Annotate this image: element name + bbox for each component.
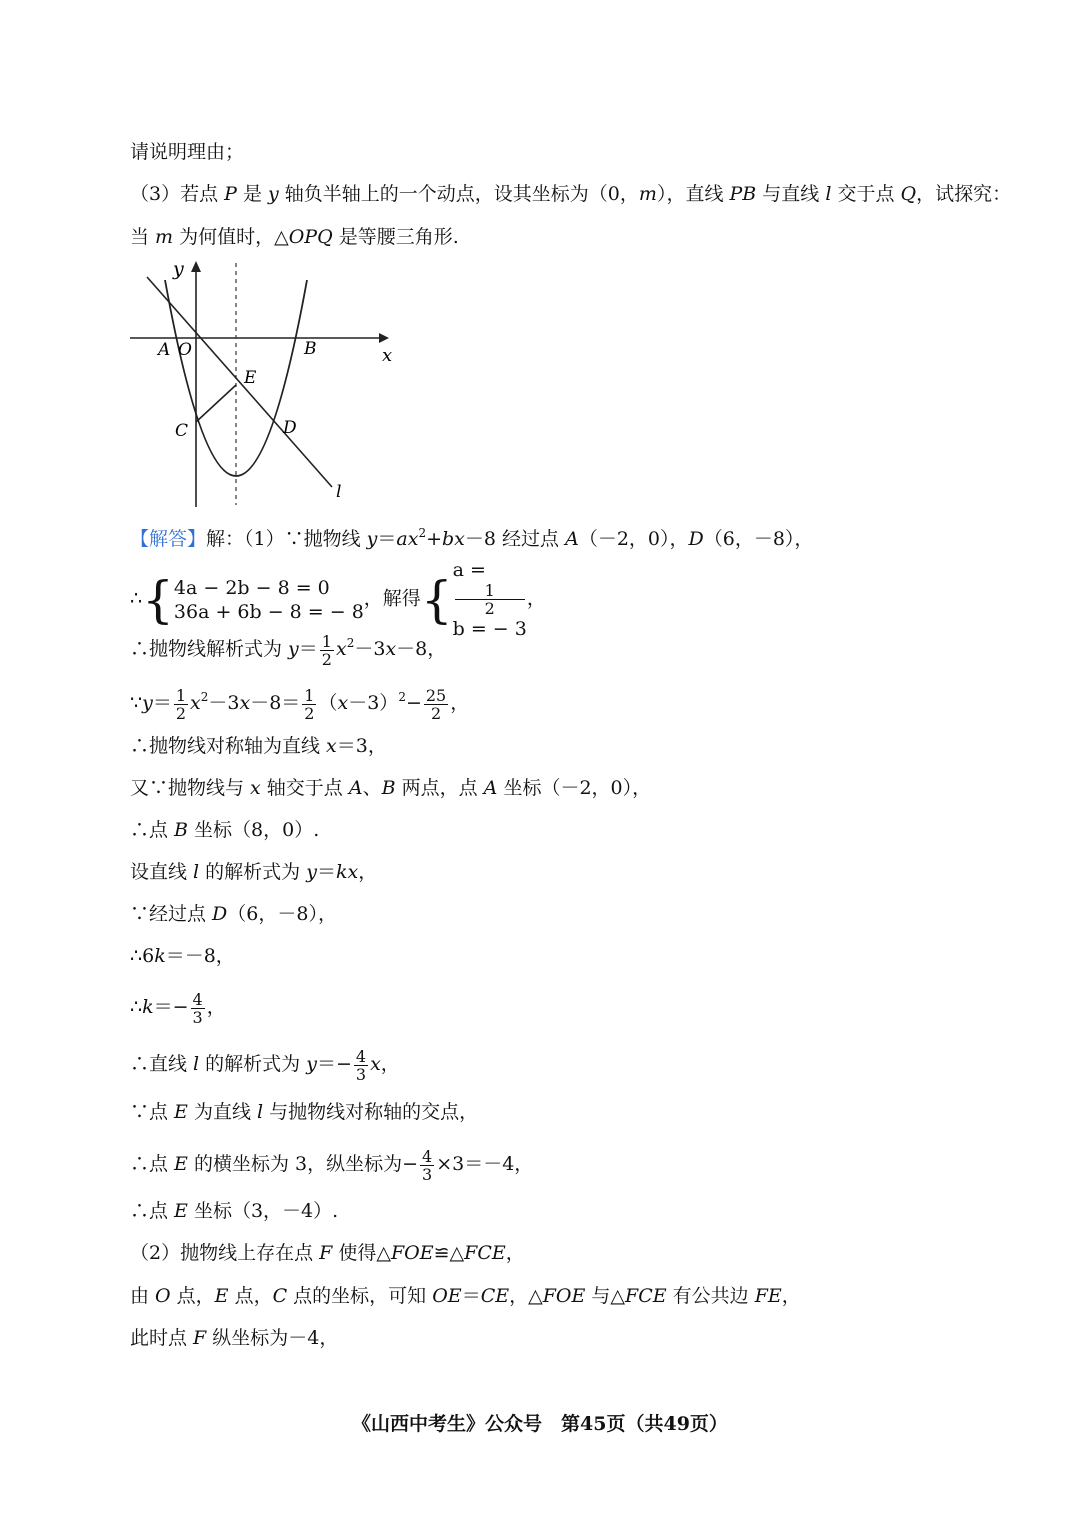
text-line: 当 m 为何值时，△OPQ 是等腰三角形.	[130, 226, 459, 248]
solution-line: ∴抛物线对称轴为直线 x＝3，	[130, 735, 387, 757]
solution-line: ∵经过点 D（6，－8），	[130, 903, 337, 925]
solution-line: ∵点 E 为直线 l 与抛物线对称轴的交点，	[130, 1101, 479, 1123]
segment-ce	[196, 385, 236, 422]
solution-line: ∴直线 l 的解析式为 y＝− $\frac{4}{3}$ x，	[130, 1046, 400, 1084]
line-l	[147, 277, 332, 487]
solution-line: ∵y＝ $\frac{1}{2}$ $x^2-3x-8=$ $\frac{1}{2}$ $(x-3)^2-$ $\frac{25}{2}$ ，	[130, 685, 470, 723]
label-b: B	[304, 339, 317, 359]
solution-line: ∴点 B 坐标（8，0）.	[130, 819, 320, 841]
page-footer: 《山西中考生》公众号 第45页（共49页）	[352, 1413, 728, 1435]
label-e: E	[244, 368, 257, 388]
equation-system: 4a − 2b − 8 = 0 36a + 6b − 8 = − 8	[173, 576, 364, 623]
label-a: A	[158, 340, 171, 360]
solution-tag: 【解答】	[130, 528, 207, 550]
text-line: 请说明理由；	[130, 141, 245, 163]
solution-line: 【解答】解：（1）∵抛物线 $y=ax^2+bx-8$ 经过点 A（－2，0），D（6，－8），	[130, 526, 814, 550]
label-l: l	[336, 482, 342, 502]
solution-line: 此时点 F 纵坐标为－4，	[130, 1327, 339, 1349]
solution-line: ∴抛物线解析式为 y＝ $\frac{1}{2}$ $x^2-3x-8$，	[130, 631, 447, 669]
equation-system-line: ∴{ 4a − 2b − 8 = 0 36a + 6b − 8 = − 8 ，解得{ a = 1 2 b = − 3 ，	[130, 559, 546, 640]
solution-line: ∴k＝− $\frac{4}{3}$ ，	[130, 989, 226, 1027]
label-x: x	[382, 345, 393, 366]
solution-line: 又∵抛物线与 x 轴交于点 A、B 两点，点 A 坐标（－2，0），	[130, 777, 652, 799]
label-c: C	[175, 421, 189, 441]
parabola-figure	[125, 255, 395, 510]
y-axis-arrow	[191, 261, 201, 272]
x-axis-arrow	[379, 333, 389, 343]
solution-line: （2）抛物线上存在点 F 使得△FOE≌△FCE，	[130, 1242, 525, 1264]
text-line: （3）若点 P 是 y 轴负半轴上的一个动点，设其坐标为（0，m），直线 PB 与直线 l 交于点 Q，试探究：	[130, 183, 1012, 205]
solution-line: ∴6k＝－8，	[130, 945, 235, 967]
solution-line: ∴点 E 的横坐标为 3，纵坐标为− $\frac{4}{3}$ ×3＝－4，	[130, 1146, 534, 1184]
label-o: O	[178, 340, 192, 360]
label-d: D	[283, 418, 297, 438]
label-y: y	[173, 258, 184, 280]
solution-line: 由 O 点，E 点，C 点的坐标，可知 OE＝CE，△FOE 与△FCE 有公共边 FE，	[130, 1285, 801, 1307]
solution-line: ∴点 E 坐标（3，－4）.	[130, 1200, 339, 1222]
solution-line: 设直线 l 的解析式为 y＝kx，	[130, 861, 378, 883]
solution-system: a = 1 2 b = − 3	[452, 559, 527, 640]
